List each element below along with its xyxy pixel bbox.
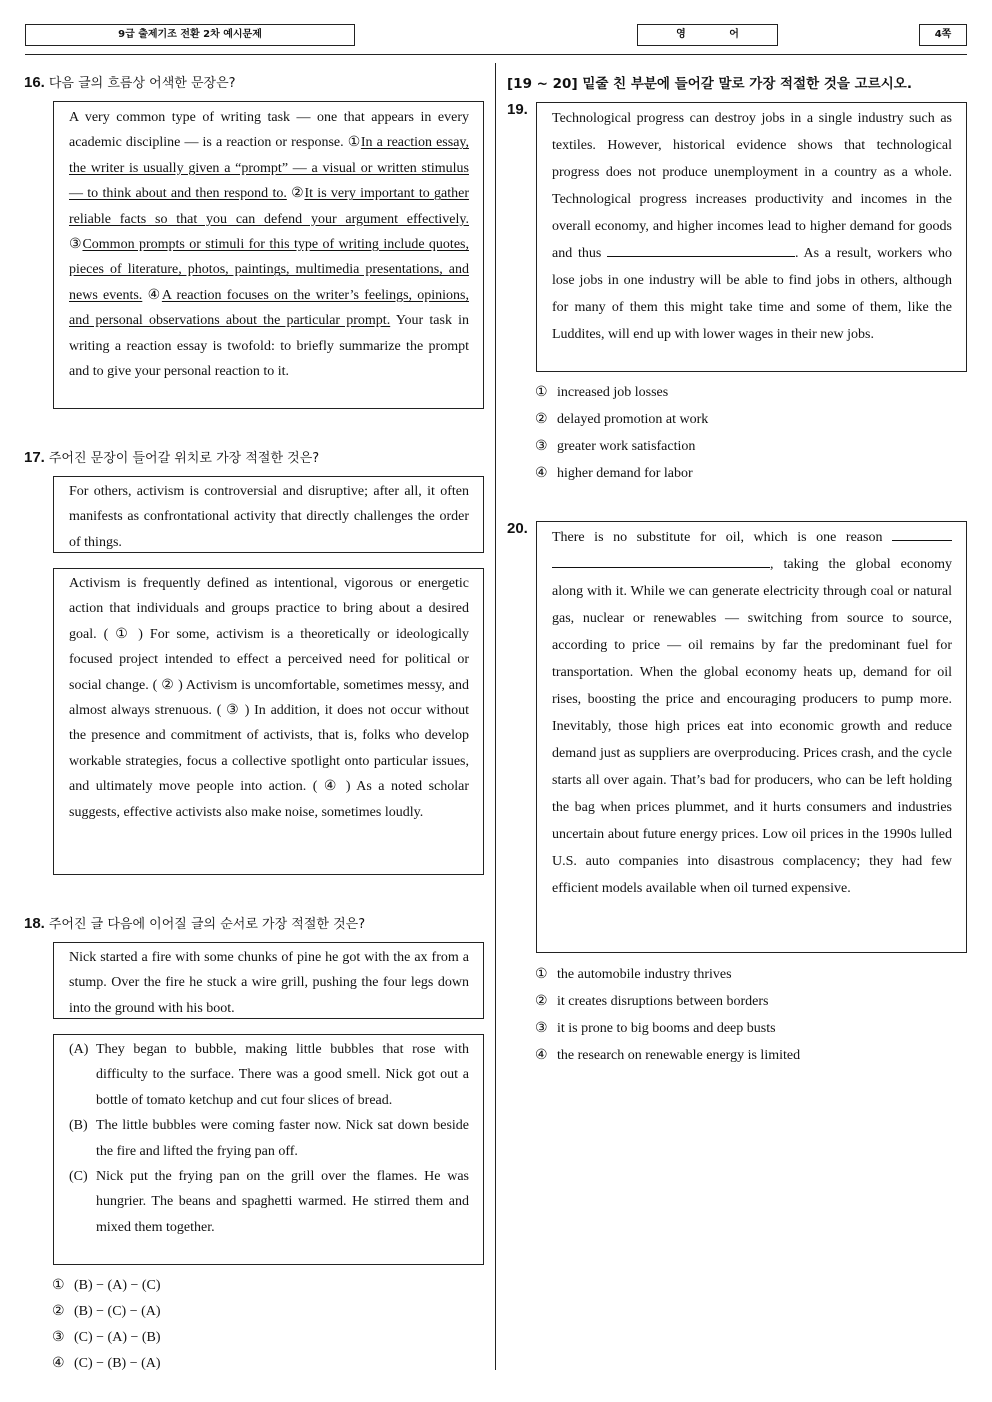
answer-option-4[interactable]: ④ (C) − (B) − (A) [52, 1356, 161, 1371]
choice-marker-2: ② [291, 186, 305, 202]
paragraph-label: (C) [69, 1169, 88, 1185]
question-17-given-sentence [53, 476, 484, 553]
question-19-number: 19. [507, 101, 528, 118]
passage-text: In addition, it does not occur without the presence and commitment of activists, that is, folks who develop workable strategies, focus a collective spotlight onto particular issues, and ultimately move people into action. [69, 703, 470, 795]
paragraph-text: They began to bubble, making little bubbles that rose with difficulty to the surface. There was a good smell. Nick got out a bottle of tomato ketchup and cut four slices of bread. [96, 1042, 469, 1108]
question-17-heading [24, 447, 319, 466]
given-passage: Nick started a fire with some chunks of pine he got with the ax from a stump. Over the fire he stuck a wire grill, pushing the four legs down into the ground with his boot. [69, 950, 469, 1016]
answer-option-4[interactable]: ④ higher demand for labor [535, 466, 693, 481]
passage-text: Activism is uncomfortable, sometimes messy, and almost always strenuous. [69, 677, 470, 719]
header-divider [25, 54, 967, 55]
page-number: 4쪽 [919, 24, 967, 46]
answer-option-3[interactable]: ③ it is prone to big booms and deep busts [535, 1021, 776, 1036]
given-sentence: For others, activism is controversial and disruptive; after all, it often manifests as confrontational activity that directly challenges the order of things. [69, 484, 469, 550]
passage-text: There is no substitute for oil, which is one reason [552, 530, 892, 545]
paragraph-c [69, 1164, 469, 1240]
question-17-prompt: 주어진 문장이 들어갈 위치로 가장 적절한 것은? [48, 451, 320, 466]
position-marker-2: ( ② ) [152, 677, 183, 693]
question-16-prompt: 다음 글의 흐름상 어색한 문장은? [48, 76, 236, 91]
paragraph-label: (B) [69, 1118, 88, 1134]
answer-blank [892, 528, 952, 541]
choice-marker-4: ④ [147, 287, 162, 303]
underlined-sentence-4: A reaction focuses on the writer’s feelings, opinions, and personal observations about the particular prompt. [69, 287, 469, 329]
passage-text: . As a result, workers who lose jobs in one industry will be able to find jobs in others, although for many of them this might take time and some of them, like the Luddites, will end up with lower wages in their new jobs. [552, 246, 953, 342]
answer-option-2[interactable]: ② delayed promotion at work [535, 412, 709, 427]
passage-text: Activism is frequently defined as intentional, vigorous or energetic action that individuals and groups practice to bring about a desired goal. [69, 576, 469, 642]
answer-option-3[interactable]: ③ greater work satisfaction [535, 439, 696, 454]
underlined-sentence-1: In a reaction essay, the writer is usually given a “prompt” — a visual or written stimulus — to think about and then respond to. [69, 135, 469, 202]
question-16-passage [53, 101, 484, 409]
answer-option-1[interactable]: ① the automobile industry thrives [535, 967, 732, 982]
answer-option-2[interactable]: ② it creates disruptions between borders [535, 994, 769, 1009]
position-marker-1: ( ① ) [103, 626, 143, 642]
paragraph-a [69, 1037, 469, 1113]
question-16-heading [24, 72, 236, 91]
question-17-number: 17. [24, 449, 45, 466]
passage-text: Technological progress can destroy jobs in a single industry such as textiles. However, historical evidence shows that technological progress does not produce unemployment in a country as a whole. Technological progress increases productivity and incomes in the overall economy, and higher incomes lead to higher demand for goods and thus [552, 111, 952, 261]
exam-title: 9급 출제기조 전환 2차 예시문제 [25, 24, 355, 46]
choice-marker-1: ① [347, 135, 361, 151]
question-17-passage [53, 568, 484, 875]
question-20-options [535, 966, 800, 1074]
subject-label: 영 어 [637, 24, 778, 46]
passage-text: For some, activism is a theoretically or ideologically focused project intended to effect a perceived need for political or social change. [69, 626, 469, 693]
question-18-paragraphs [53, 1034, 484, 1265]
underlined-sentence-3: Common prompts or stimuli for this type of writing include quotes, pieces of literature, photos, paintings, multimedia presentations, and news events. [69, 237, 469, 303]
question-19-passage [536, 102, 967, 372]
column-divider [495, 63, 496, 1370]
passage-text: Your task in writing a reaction essay is twofold: to briefly summarize the prompt and to give your personal reaction to it. [69, 313, 469, 380]
question-20-number: 20. [507, 520, 528, 537]
question-18-number: 18. [24, 915, 45, 932]
underlined-sentence-2: It is very important to gather reliable facts so that you can defend your argument effectively. [69, 186, 469, 227]
answer-option-1[interactable]: ① (B) − (A) − (C) [52, 1278, 161, 1293]
answer-blank-continued [552, 555, 770, 568]
passage-text: As a noted scholar suggests, effective activists also make noise, sometimes loudly. [69, 779, 470, 820]
question-20-passage [536, 521, 967, 953]
paragraph-label: (A) [69, 1042, 89, 1057]
answer-option-3[interactable]: ③ (C) − (A) − (B) [52, 1330, 161, 1345]
answer-option-2[interactable]: ② (B) − (C) − (A) [52, 1304, 161, 1319]
position-marker-3: ( ③ ) [216, 703, 250, 719]
question-18-prompt: 주어진 글 다음에 이어질 글의 순서로 가장 적절한 것은? [48, 917, 366, 932]
position-marker-4: ( ④ ) [312, 779, 351, 795]
section-instruction: [19 ~ 20] 밑줄 친 부분에 들어갈 말로 가장 적절한 것을 고르시오. [507, 76, 912, 92]
answer-blank [607, 244, 795, 257]
answer-option-1[interactable]: ① increased job losses [535, 385, 669, 400]
question-18-options [52, 1277, 161, 1381]
passage-text: , taking the global economy along with it. While we can generate electricity through coal or natural gas, nuclear or renewables — switching from source to source, according to price — oil remains by far the predominant fuel for transportation. When the global economy heats up, demand for oil rises, boosting the price and encouraging producers to pump more. Inevitably, those high prices eat into economic growth and reduce demand just as suppliers are overproducing. Prices crash, and the cycle starts all over again. That’s bad for producers, who can be left holding the bag when prices plummet, and it hurts consumers and industries uncertain about future energy prices. Low oil prices in the 1990s lulled U.S. auto companies into disastrous complacency; they had few efficient models available when oil turned expensive. [552, 557, 952, 896]
question-19-options [535, 384, 708, 492]
passage-text: A very common type of writing task — one that appears in every academic discipline — is a reaction or response. [69, 110, 469, 151]
paragraph-b [69, 1113, 469, 1164]
answer-option-4[interactable]: ④ the research on renewable energy is limited [535, 1048, 801, 1063]
question-16-number: 16. [24, 74, 45, 91]
choice-marker-3: ③ [69, 237, 83, 253]
question-18-heading [24, 913, 365, 932]
paragraph-text: Nick put the frying pan on the grill over the flames. He was hungrier. The beans and spaghetti warmed. He stirred them and mixed them together. [96, 1169, 469, 1235]
question-18-given-passage [53, 942, 484, 1019]
paragraph-text: The little bubbles were coming faster now. Nick sat down beside the fire and lifted the frying pan off. [96, 1118, 469, 1159]
